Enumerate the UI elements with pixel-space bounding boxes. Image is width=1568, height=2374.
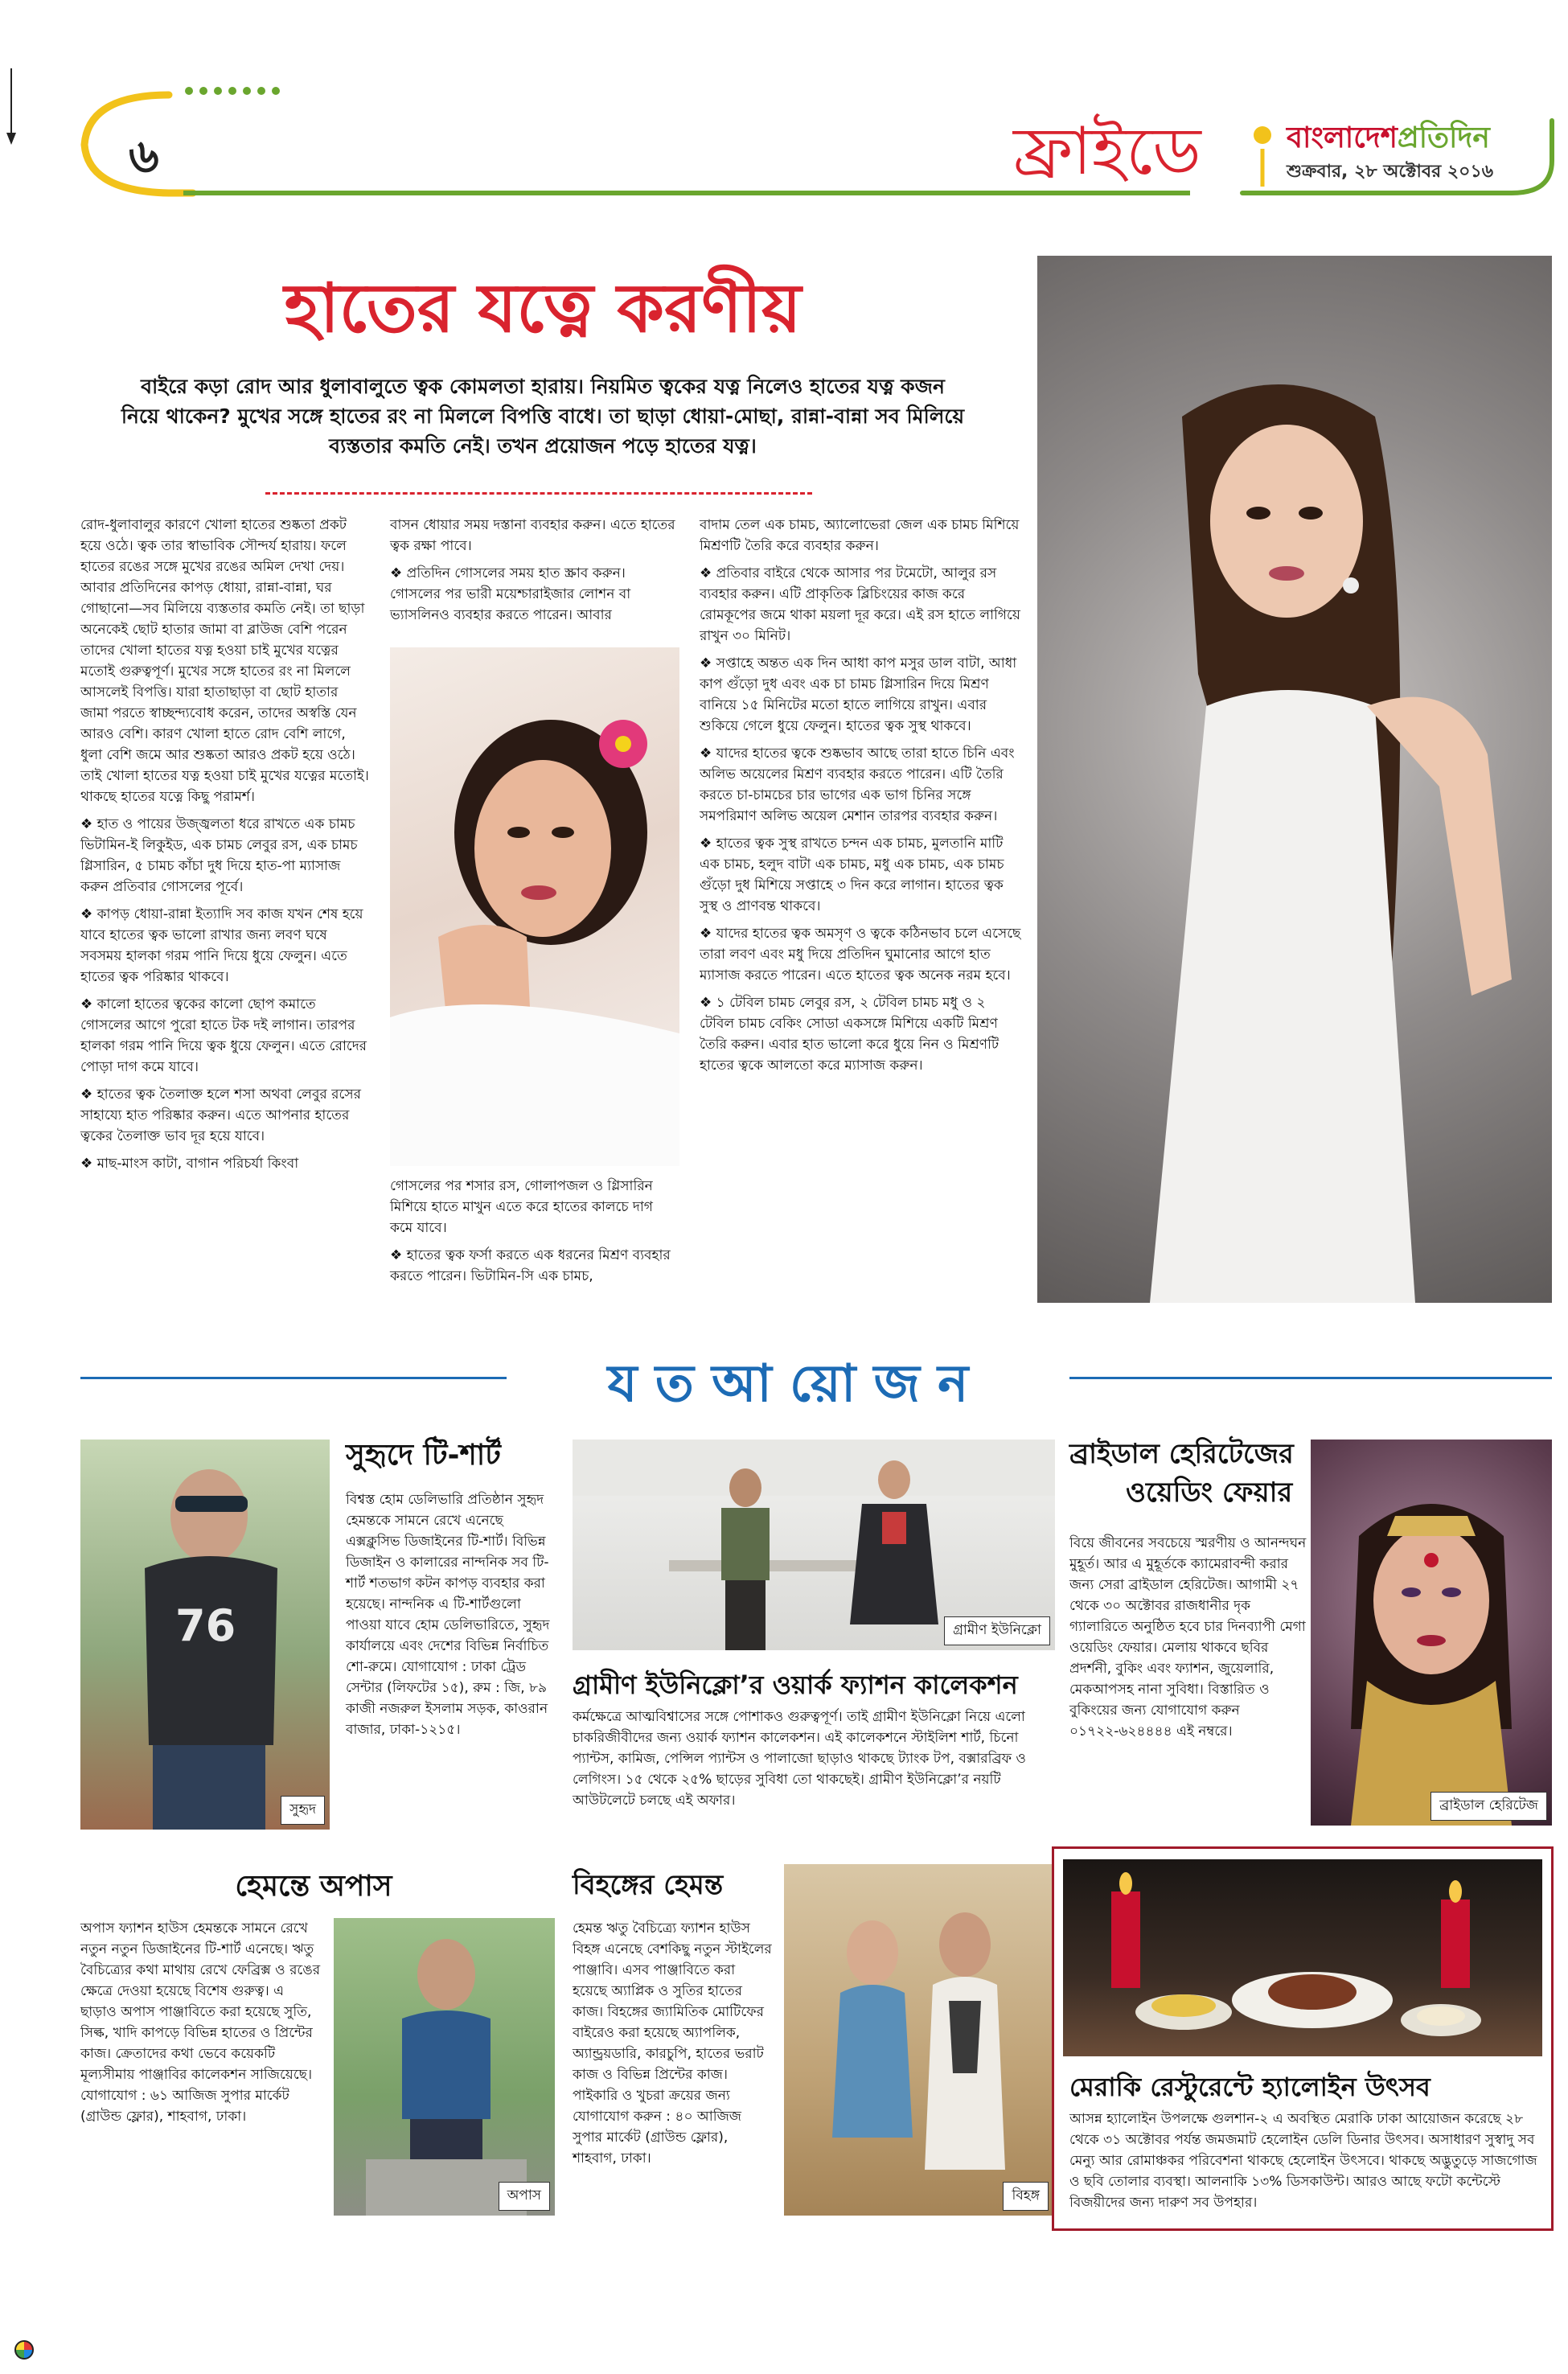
item-title: সুহৃদে টি-শার্ট <box>346 1439 501 1472</box>
article-column-1 <box>80 515 370 1181</box>
registration-mark <box>14 2340 34 2360</box>
article-tip: গোসলের পর শসার রস, গোলাপজল ও গ্লিসারিন মিশিয়ে হাতে মাখুন এতে করে হাতের কালচে দাগ কমে যাবে। <box>390 1178 653 1236</box>
uniqlo-photo <box>573 1440 1055 1650</box>
brand-suffix: প্রতিদিন <box>1397 121 1490 154</box>
article-column-2-top <box>390 515 679 632</box>
svg-text:76: 76 <box>175 1600 236 1651</box>
model-photo-bridal-white <box>1037 256 1552 1303</box>
couple-illustration <box>784 1864 1053 2216</box>
tshirt-photo <box>80 1440 330 1830</box>
page-header <box>0 0 1568 241</box>
article-tip: ❖ সপ্তাহে অন্তত এক দিন আধা কাপ মসুর ডাল বাটা, আধা কাপ গুঁড়ো দুধ এবং এক চা চামচ গ্লিসারিন দিয়ে মিশ্রণ বানিয়ে ১৫ মিনিটের মতো হাতে লাগিয়ে রাখুন। এবার শুকিয়ে গেলে ধুয়ে ফেলুন। হাতের ত্বক সুস্থ থাকবে। <box>700 653 1021 737</box>
article-tip: ❖ যাদের হাতের ত্বকে শুষ্কভাব আছে তারা হাতে চিনি এবং অলিভ অয়েলের মিশ্রণ ব্যবহার করতে পারেন। এটি তৈরি করতে চা-চামচের চার ভাগের এক ভাগ চিনির সঙ্গে সমপরিমাণ অলিভ অয়েল মেশান তারপর ব্যবহার করুন। <box>700 743 1021 827</box>
article-tip: ❖ মাছ-মাংস কাটা, বাগান পরিচর্যা কিংবা <box>80 1153 370 1174</box>
photo-caption: গ্রামীণ ইউনিক্লো <box>944 1616 1050 1645</box>
model-illustration <box>1037 256 1552 1303</box>
item-title: গ্রামীণ ইউনিক্লো’র ওয়ার্ক ফ্যাশন কালেকশন <box>573 1670 1018 1700</box>
issue-date: শুক্রবার, ২৮ অক্টোবর ২০১৬ <box>1287 162 1494 182</box>
intro-divider <box>265 492 812 495</box>
article-tip: ❖ হাতের ত্বক ফর্সা করতে এক ধরনের মিশ্রণ ব্যবহার করতে পারেন। ভিটামিন-সি এক চামচ, <box>390 1245 679 1287</box>
article-paragraph: রোদ-ধুলাবালুর কারণে খোলা হাতের শুষ্কতা প্রকট হয়ে ওঠে। ত্বক তার স্বাভাবিক সৌন্দর্য হারায়। ফলে হাতের রঙের সঙ্গে মুখের রঙের অমিল দেখা দেয়। আবার প্রতিদিনের কাপড় ধোয়া, রান্না-বান্না, ঘর গোছানো—সব মিলিয়ে ব্যস্ততার কমতি নেই। তা ছাড়া অনেকেই ছোট হাতার জামা বা ব্লাউজ বেশি পরেন তাদের খোলা হাতের যত্ন হওয়া চাই মুখের যত্নের মতোই গুরুত্বপূর্ণ। মুখের সঙ্গে হাতের রং না মিললে আসলেই বিপত্তি। যারা হাতাছাড়া বা ছোট হাতার জামা পরতে স্বাচ্ছন্দ্যবোধ করেন, তাদের অস্বস্তি যেন আরও বেশি। কারণ খোলা হাতে রোদ বেশি লাগে, ধুলা বেশি জমে আর শুষ্কতা আরও প্রকট হয়ে ওঠে। তাই খোলা হাতের যত্ন হওয়া চাই মুখের যত্নের মতোই। থাকছে হাতের যত্নে কিছু পরামর্শ। <box>80 517 369 805</box>
article-intro: বাইরে কড়া রোদ আর ধুলাবালুতে ত্বক কোমলতা হারায়। নিয়মিত ত্বকের যত্ন নিলেও হাতের যত্ন কজন নিয়ে থাকেন? মুখের সঙ্গে হাতের রং না মিললে বিপত্তি বাধে। তা ছাড়া ধোয়া-মোছা, রান্না-বান্না সব মিলিয়ে ব্যস্ততার কমতি নেই। তখন প্রয়োজন পড়ে হাতের যত্ন। <box>121 375 965 458</box>
item-title-line-2: ওয়েডিং ফেয়ার <box>1126 1477 1293 1509</box>
item-body: বিয়ে জীবনের সবচেয়ে স্মরণীয় ও আনন্দঘন মুহূর্ত। আর এ মুহূর্তকে ক্যামেরাবন্দী করার জন্য সেরা ব্রাইডাল হেরিটেজ। আগামী ২৭ থেকে ৩০ অক্টোবর রাজধানীর দৃক গ্যালারিতে অনুষ্ঠিত হবে চার দিনব্যাপী মেগা ওয়েডিং ফেয়ার। মেলায় থাকবে ছবির প্রদর্শনী, বুকিং এবং ফ্যাশন, জুয়েলারি, মেকআপসহ নানা সুবিধা। বিস্তারিত ও বুকিংয়ের জন্য যোগাযোগ করুন ০১৭২২-৬২৪৪৪৪ এই নম্বরে। <box>1069 1535 1307 1739</box>
item-title: মেরাকি রেস্টুরেন্টে হ্যালোইন উৎসব <box>1069 2072 1430 2102</box>
apas-photo <box>334 1918 555 2216</box>
brand-prefix: বাংলাদেশ <box>1287 121 1398 154</box>
article-tip: বাদাম তেল এক চামচ, অ্যালোভেরা জেল এক চামচ মিশিয়ে মিশ্রণটি তৈরি করে ব্যবহার করুন। <box>700 517 1020 554</box>
article-tip: ❖ প্রতিবার বাইরে থেকে আসার পর টমেটো, আলুর রস ব্যবহার করুন। এটি প্রাকৃতিক ব্লিচিংয়ের কাজ করে রোমকূপের জমে থাকা ময়লা দূর করে। এই রস হাতে লাগিয়ে রাখুন ৩০ মিনিট। <box>700 563 1021 647</box>
section-heading: য ত আ য়ো জ ন <box>607 1354 969 1414</box>
section-divider-left <box>80 1377 507 1379</box>
bride-illustration <box>1311 1440 1552 1826</box>
article-tip: বাসন ধোয়ার সময় দস্তানা ব্যবহার করুন। এতে হাতের ত্বক রক্ষা পাবে। <box>390 517 675 554</box>
article-tip: ❖ প্রতিদিন গোসলের সময় হাত স্ক্রাব করুন। গোসলের পর ভারী ময়েশ্চারাইজার লোশন বা ভ্যাসলিনও ব্যবহার করতে পারেন। আবার <box>390 563 679 626</box>
photo-caption: বিহঙ্গ <box>1003 2182 1049 2211</box>
food-illustration <box>1063 1859 1542 2056</box>
newspaper-brand <box>1287 116 1490 164</box>
item-body: হেমন্ত ঋতু বৈচিত্র্যে ফ্যাশন হাউস বিহঙ্গ এনেছে বেশকিছু নতুন স্টাইলের পাঞ্জাবি। এসব পাঞ্জাবিতে করা হয়েছে অ্যাপ্লিক ও সুতির হাতের কাজ। বিহঙ্গের জ্যামিতিক মোটিফের বাইরেও করা হয়েছে অ্যাপলিক, অ্যান্ড্রয়ডারি, কারচুপি, হাতের ভরাট কাজ ও বিভিন্ন প্রিন্টের কাজ। পাইকারি ও খুচরা ক্রয়ের জন্য যোগাযোগ করুন : ৪০ আজিজ সুপার মার্কেট (গ্রাউন্ড ফ্লোর), শাহবাগ, ঢাকা। <box>573 1920 772 2167</box>
meraki-photo <box>1063 1859 1542 2056</box>
item-body: অপাস ফ্যাশন হাউস হেমন্তকে সামনে রেখে নতুন নতুন ডিজাইনের টি-শার্ট এনেছে। ঋতু বৈচিত্র্যের কথা মাথায় রেখে ফেব্রিক্স ও রঙের ক্ষেত্রে দেওয়া হয়েছে বিশেষ গুরুত্ব। এ ছাড়াও অপাস পাঞ্জাবিতে করা হয়েছে সুতি, সিল্ক, খাদি কাপড়ে বিভিন্ন হাতের ও প্রিন্টের কাজ। ক্রেতাদের কথা ভেবে কয়েকটি মূল্যসীমায় পাঞ্জাবির কালেকশন সাজিয়েছে। যোগাযোগ : ৬১ আজিজ সুপার মার্কেট (গ্রাউন্ড ফ্লোর), শাহবাগ, ঢাকা। <box>80 1920 321 2125</box>
model-illustration <box>390 647 679 1166</box>
photo-caption: অপাস <box>499 2182 550 2211</box>
article-column-3 <box>700 515 1021 1082</box>
article-tip: ❖ কালো হাতের ত্বকের কালো ছোপ কমাতে গোসলের আগে পুরো হাতে টক দই লাগান। তারপর হালকা গরম পানি দিয়ে ত্বক ধুয়ে ফেলুন। এতে রোদের পোড়া দাগ কমে যাবে। <box>80 994 370 1078</box>
photo-caption: ব্রাইডাল হেরিটেজ <box>1430 1792 1547 1821</box>
article-tip: ❖ হাতের ত্বক তৈলাক্ত হলে শসা অথবা লেবুর রসের সাহায্যে হাত পরিষ্কার করুন। এতে আপনার হাতের ত্বকের তৈলাক্ত ভাব দূর হয়ে যাবে। <box>80 1084 370 1147</box>
article-headline: হাতের যত্নে করণীয় <box>284 268 802 347</box>
page-number: ৬ <box>129 129 159 183</box>
model-illustration <box>334 1918 555 2216</box>
item-body: বিশ্বস্ত হোম ডেলিভারি প্রতিষ্ঠান সুহৃদ হেমন্তকে সামনে রেখে এনেছে এক্সক্লুসিভ ডিজাইনের টি-শার্ট। বিভিন্ন ডিজাইন ও কালারের নান্দনিক সব টি-শার্ট শতভাগ কটন কাপড় ব্যবহার করা হয়েছে। নান্দনিক এ টি-শার্টগুলো পাওয়া যাবে হোম ডেলিভারিতে, সুহৃদ কার্যালয়ে এবং দেশের বিভিন্ন নির্বাচিত শো-রুমে। যোগাযোগ : ঢাকা ট্রেড সেন্টার (লিফটের ১৫), রুম : জি, ৮৯ কাজী নজরুল ইসলাম সড়ক, কাওরান বাজার, ঢাকা-১২১৫। <box>346 1492 550 1738</box>
section-divider-right <box>1069 1377 1552 1379</box>
article-tip: ❖ হাতের ত্বক সুস্থ রাখতে চন্দন এক চামচ, মুলতানি মাটি এক চামচ, হলুদ বাটা এক চামচ, মধু এক চামচ, এক চামচ গুঁড়ো দুধ মিশিয়ে সপ্তাহে ৩ দিন করে লাগান। হাতের ত্বক সুস্থ ও প্রাণবন্ত থাকবে। <box>700 833 1021 917</box>
model-photo-hands <box>390 647 679 1166</box>
section-logo: ফ্রাইডে <box>1013 113 1201 190</box>
bihongo-photo <box>784 1864 1053 2216</box>
article-tip: ❖ কাপড় ধোয়া-রান্না ইত্যাদি সব কাজ যখন শেষ হয়ে যাবে হাতের ত্বক ভালো রাখার জন্য লবণ ঘষে সবসময় হালকা গরম পানি দিয়ে ধুয়ে ফেলুন। এতে হাতের ত্বক পরিষ্কার থাকবে। <box>80 904 370 988</box>
article-tip: ❖ যাদের হাতের ত্বক অমসৃণ ও ত্বকে কঠিনভাব চলে এসেছে তারা লবণ এবং মধু দিয়ে প্রতিদিন ঘুমানোর আগে হাত ম্যাসাজ করতে পারেন। এতে হাতের ত্বক অনেক নরম হবে। <box>700 923 1021 986</box>
item-title: হেমন্তে অপাস <box>235 1870 392 1903</box>
item-title-line-1: ব্রাইডাল হেরিটেজের <box>1069 1438 1294 1470</box>
article-tip: ❖ ১ টেবিল চামচ লেবুর রস, ২ টেবিল চামচ মধু ও ২ টেবিল চামচ বেকিং সোডা একসঙ্গে মিশিয়ে একটি মিশ্রণ তৈরি করুন। এবার হাত ভালো করে ধুয়ে নিন ও মিশ্রণটি হাতের ত্বকে আলতো করে ম্যাসাজ করুন। <box>700 992 1021 1076</box>
photo-caption: সুহৃদ <box>281 1796 325 1825</box>
article-tip: ❖ হাত ও পায়ের উজ্জ্বলতা ধরে রাখতে এক চামচ ভিটামিন-ই লিকুইড, এক চামচ লেবুর রস, এক চামচ গ্লিসারিন, ৫ চামচ কাঁচা দুধ দিয়ে হাত-পা ম্যাসাজ করুন প্রতিবার গোসলের পূর্বে। <box>80 814 370 897</box>
bridal-photo <box>1311 1440 1552 1826</box>
item-body: কর্মক্ষেত্রে আত্মবিশ্বাসের সঙ্গে পোশাকও গুরুত্বপূর্ণ। তাই গ্রামীণ ইউনিক্লো নিয়ে এলো চাকরিজীবীদের জন্য ওয়ার্ক ফ্যাশন কালেকশন। এই কালেকশনে স্টাইলিশ শার্ট, চিনো প্যান্টস, কামিজ, পেন্সিল প্যান্টস ও পালাজো ছাড়াও থাকছে ট্যাংক টপ, বক্সারব্রিফ ও লেগিংস। ১৫ থেকে ২৫% ছাড়ের সুবিধা তো থাকছেই। গ্রামীণ ইউনিক্লো’র নয়টি আউটলেটে চলছে এই অফার। <box>573 1709 1026 1809</box>
model-illustration <box>80 1440 330 1830</box>
item-title: বিহঙ্গের হেমন্ত <box>573 1869 724 1901</box>
article-column-2-bottom <box>390 1176 679 1293</box>
item-body: আসন্ন হ্যালোইন উপলক্ষে গুলশান-২ এ অবস্থিত মেরাকি ঢাকা আয়োজন করেছে ২৮ থেকে ৩১ অক্টোবর পর্যন্ত জমজমাট হেলোইন ডেলি ডিনার উৎসব। অসাধারণ সুস্বাদু সব মেন্যু আর রোমাঞ্চকর পরিবেশনা থাকছে হেলোইন উৎসবে। থাকছে অদ্ভুতুড়ে সাজগোজ ও ছবি তোলার ব্যবস্থা। আলনাকি ১৩% ডিসকাউন্ট। আরও আছে ফটো কন্টেস্টে বিজয়ীদের জন্য দারুণ সব উপহার। <box>1069 2111 1537 2211</box>
